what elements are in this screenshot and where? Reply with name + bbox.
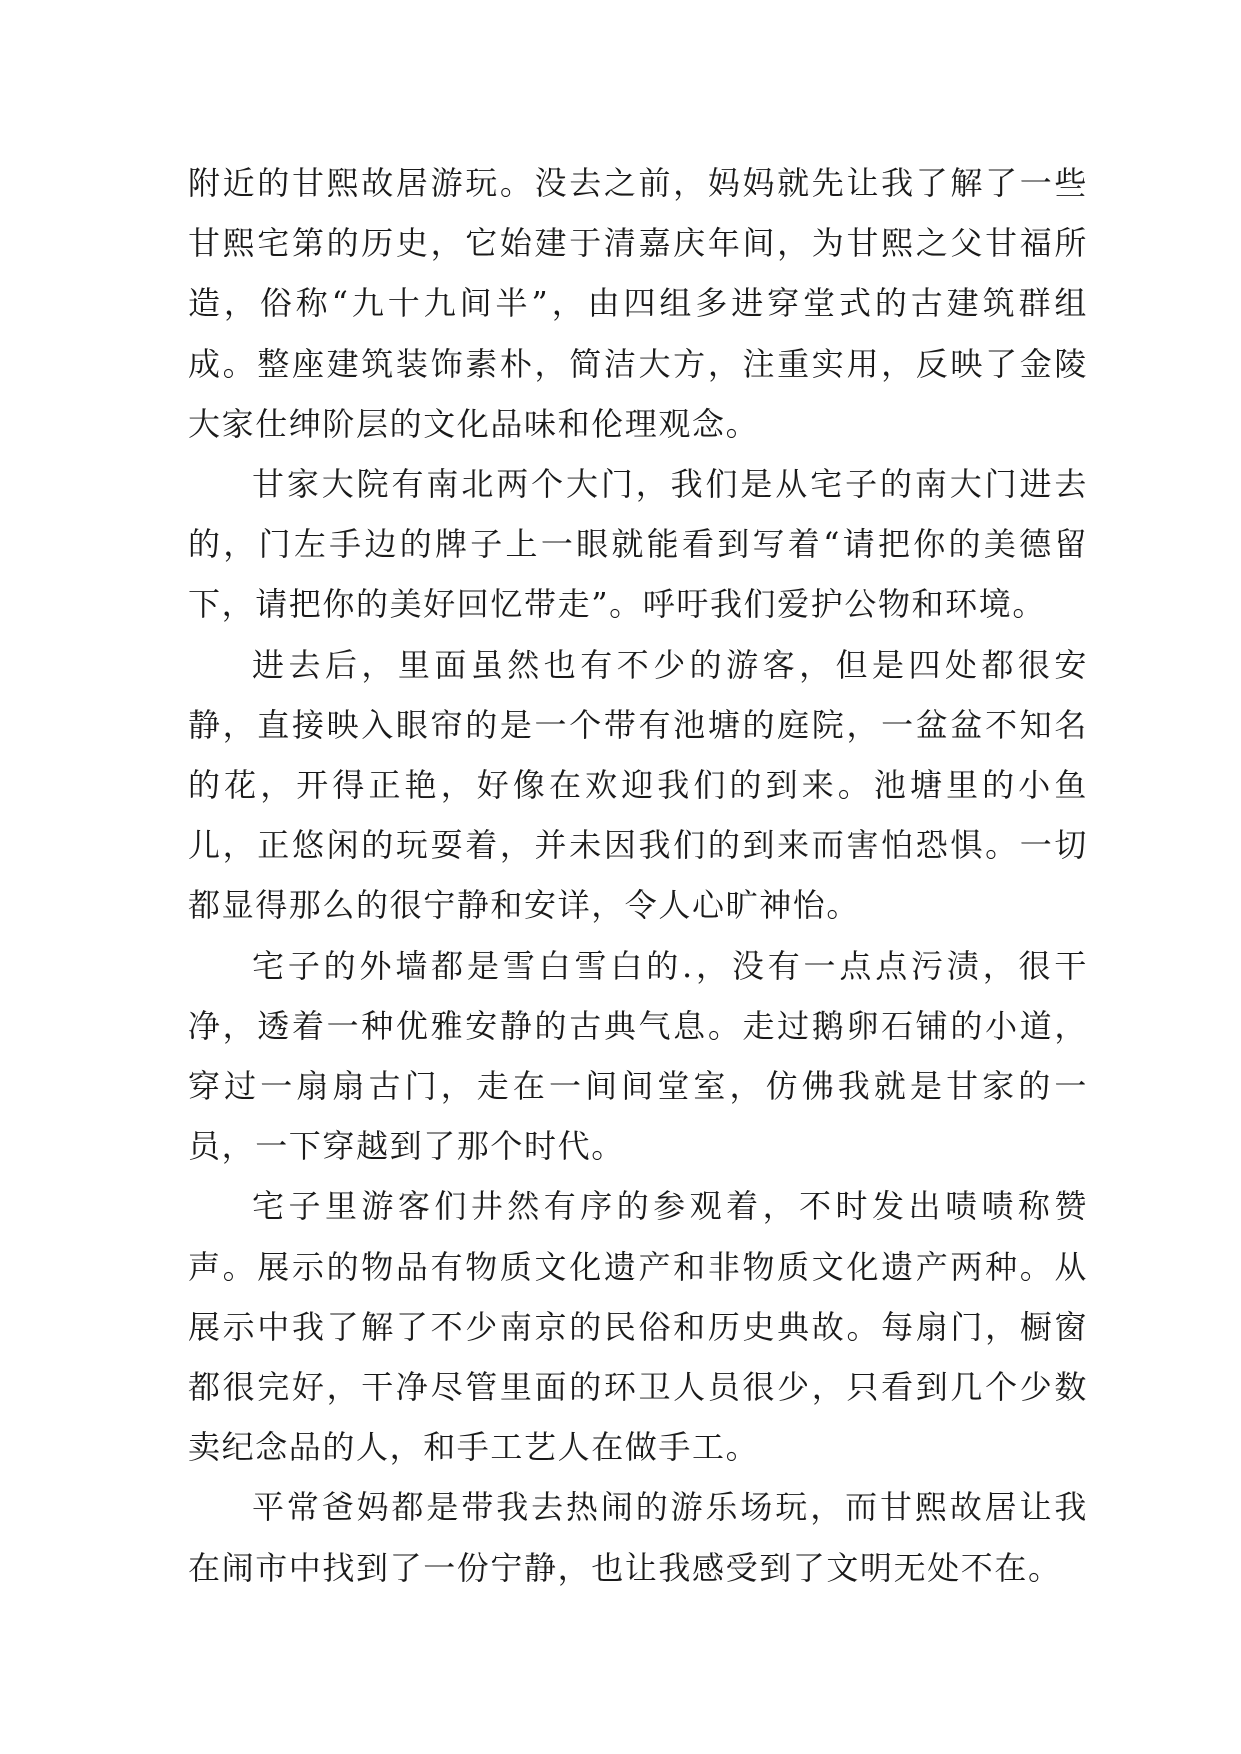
paragraph-3: 进去后，里面虽然也有不少的游客，但是四处都很安静，直接映入眼帘的是一个带有池塘的庭院，一盆盆不知名的花，开得正艳，好像在欢迎我们的到来。池塘里的小鱼儿，正悠闲的玩耍着，并未因我们的到来而害怕恐惧。一切都显得那么的很宁静和安详，令人心旷神怡。 <box>188 645 1088 925</box>
paragraph-4: 宅子的外墙都是雪白雪白的.，没有一点点污渍，很干净，透着一种优雅安静的古典气息。走过鹅卵石铺的小道，穿过一扇扇古门，走在一间间堂室，仿佛我就是甘家的一员，一下穿越到了那个时代。 <box>188 946 1088 1166</box>
paragraph-5: 宅子里游客们井然有序的参观着，不时发出啧啧称赞声。展示的物品有物质文化遗产和非物质文化遗产两种。从展示中我了解了不少南京的民俗和历史典故。每扇门，橱窗都很完好，干净尽管里面的环卫人员很少，只看到几个少数卖纪念品的人，和手工艺人在做手工。 <box>188 1187 1088 1467</box>
paragraph-2: 甘家大院有南北两个大门，我们是从宅子的南大门进去的，门左手边的牌子上一眼就能看到写着“请把你的美德留下，请把你的美好回忆带走”。呼吁我们爱护公物和环境。 <box>188 465 1088 624</box>
paragraph-1: 附近的甘熙故居游玩。没去之前，妈妈就先让我了解了一些甘熙宅第的历史，它始建于清嘉庆年间，为甘熙之父甘福所造，俗称“九十九间半”，由四组多进穿堂式的古建筑群组成。整座建筑装饰素朴，简洁大方，注重实用，反映了金陵大家仕绅阶层的文化品味和伦理观念。 <box>188 164 1088 443</box>
document-body <box>188 153 1088 1598</box>
paragraph-6: 平常爸妈都是带我去热闹的游乐场玩，而甘熙故居让我在闹市中找到了一份宁静，也让我感受到了文明无处不在。 <box>188 1488 1088 1587</box>
